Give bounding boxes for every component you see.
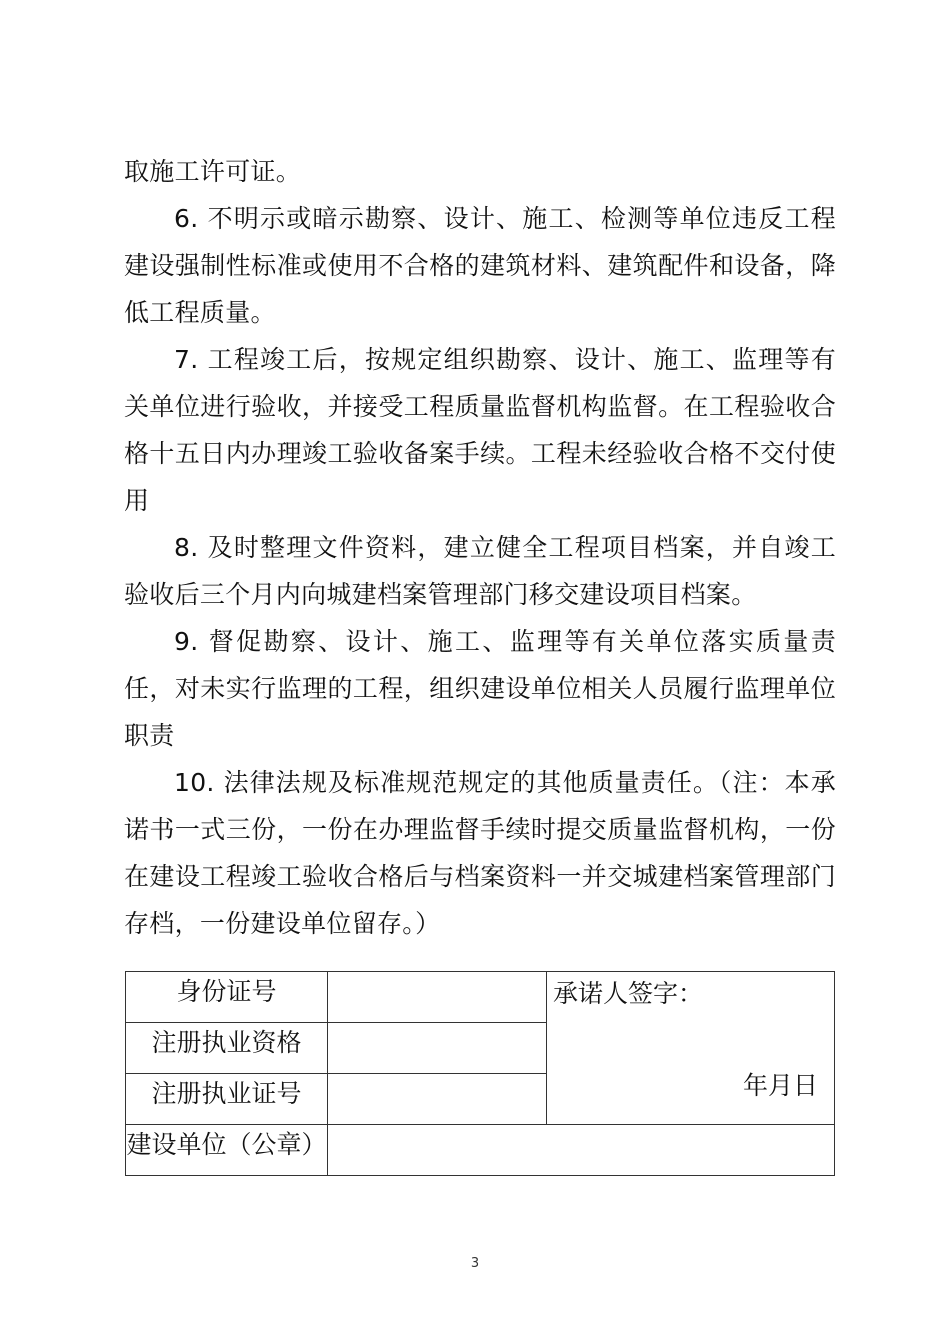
id-number-label-cell: [126, 972, 328, 1023]
signature-label: 承诺人签字：: [553, 979, 704, 1008]
table-row: [126, 972, 835, 1023]
certificate-label-cell: [126, 1074, 328, 1125]
certificate-label: 注册执业证号: [151, 1079, 302, 1108]
id-number-label: 身份证号: [176, 977, 277, 1006]
unit-seal-label-cell: [126, 1125, 328, 1176]
certificate-value-cell[interactable]: [328, 1074, 547, 1125]
paragraph-item-9: 9. 督促勘察、设计、施工、监理等有关单位落实质量责任，对未实行监理的工程，组织建设单位相关人员履行监理单位职责: [124, 627, 836, 750]
id-number-value-cell[interactable]: [328, 972, 547, 1023]
table-row: [126, 1125, 835, 1176]
page-number: 3: [470, 1256, 480, 1271]
qualification-value-cell[interactable]: [328, 1023, 547, 1074]
unit-seal-label: 建设单位（公章）: [126, 1130, 327, 1159]
paragraph-item-10: 10. 法律法规及标准规范规定的其他质量责任。（注：本承诺书一式三份，一份在办理监督手续时提交质量监督机构，一份在建设工程竣工验收合格后与档案资料一并交城建档案管理部门存档，一份建设单位留存。）: [124, 768, 836, 938]
signature-cell[interactable]: [547, 972, 835, 1125]
paragraph-item-6: 6. 不明示或暗示勘察、设计、施工、检测等单位违反工程建设强制性标准或使用不合格的建筑材料、建筑配件和设备，降低工程质量。: [124, 204, 836, 327]
qualification-label-cell: [126, 1023, 328, 1074]
date-label: 年月日: [742, 1071, 818, 1100]
body-text: [124, 148, 836, 947]
paragraph-item-7: 7. 工程竣工后，按规定组织勘察、设计、施工、监理等有关单位进行验收，并接受工程质量监督机构监督。在工程验收合格十五日内办理竣工验收备案手续。工程未经验收合格不交付使用: [124, 345, 836, 515]
unit-seal-value-cell[interactable]: [328, 1125, 835, 1176]
paragraph-item-8: 8. 及时整理文件资料，建立健全工程项目档案，并自竣工验收后三个月内向城建档案管理部门移交建设项目档案。: [124, 533, 836, 609]
qualification-label: 注册执业资格: [151, 1028, 302, 1057]
paragraph-continuation: 取施工许可证。: [124, 157, 302, 186]
signature-table: [125, 971, 835, 1176]
